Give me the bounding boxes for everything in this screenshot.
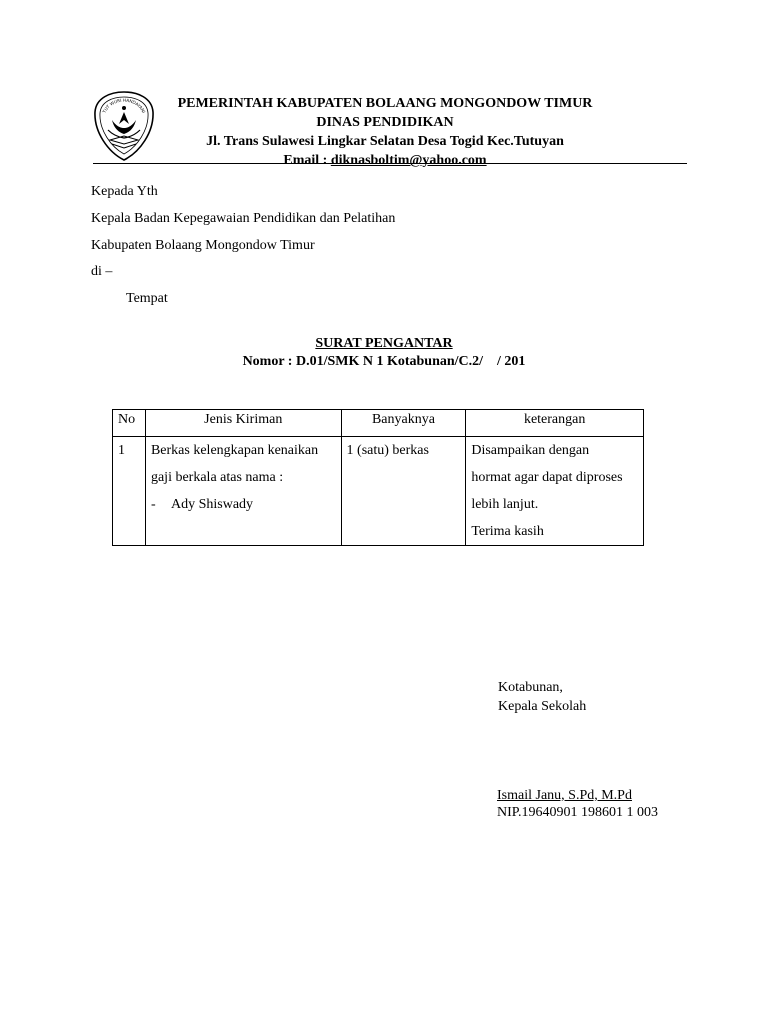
recipient-office: Kepala Badan Kepegawaian Pendidikan dan Pelatihan <box>91 211 396 226</box>
logo-lettering: TUT WURI HANDAYANI <box>101 97 147 114</box>
table-header-row <box>113 410 644 437</box>
recipient-region: Kabupaten Bolaang Mongondow Timur <box>91 238 315 253</box>
letterhead-government: PEMERINTAH KABUPATEN BOLAANG MONGONDOW TIMUR <box>177 96 593 111</box>
letter-number: Nomor : D.01/SMK N 1 Kotabunan/C.2/ / 201 <box>242 354 526 369</box>
cell-jenis-kiriman: Berkas kelengkapan kenaikan gaji berkala atas nama : - Ady Shiswady <box>145 437 341 546</box>
cell-banyaknya: 1 (satu) berkas <box>341 437 466 546</box>
email-link[interactable]: diknasboltim@yahoo.com <box>330 153 487 168</box>
letterhead-divider <box>93 163 687 164</box>
signature-nip: NIP.19640901 198601 1 003 <box>497 805 659 820</box>
header-no: No <box>113 410 146 437</box>
table-row <box>113 437 644 546</box>
tut-wuri-handayani-logo <box>92 90 156 162</box>
signature-position: Kepala Sekolah <box>498 699 587 714</box>
letter-title: SURAT PENGANTAR <box>315 336 453 351</box>
recipient-place: Tempat <box>126 291 168 306</box>
header-banyaknya: Banyaknya <box>341 410 466 437</box>
header-keterangan: keterangan <box>466 410 644 437</box>
header-jenis-kiriman: Jenis Kiriman <box>145 410 341 437</box>
email-label: Email : <box>283 153 328 168</box>
shipment-table <box>112 409 644 546</box>
recipient-greeting: Kepada Yth <box>91 184 158 199</box>
letterhead <box>150 94 620 170</box>
recipient-di: di – <box>91 264 113 279</box>
signature-place: Kotabunan, <box>498 680 563 695</box>
letterhead-email <box>150 151 620 170</box>
cell-no: 1 <box>113 437 146 546</box>
signature-name: Ismail Janu, S.Pd, M.Pd <box>497 788 632 803</box>
letterhead-address: Jl. Trans Sulawesi Lingkar Selatan Desa Togid Kec.Tutuyan <box>206 134 564 149</box>
cell-keterangan: Disampaikan dengan hormat agar dapat diproses lebih lanjut. Terima kasih <box>466 437 644 546</box>
employee-name: Ady Shiswady <box>170 497 254 512</box>
letterhead-agency: DINAS PENDIDIKAN <box>316 115 454 130</box>
